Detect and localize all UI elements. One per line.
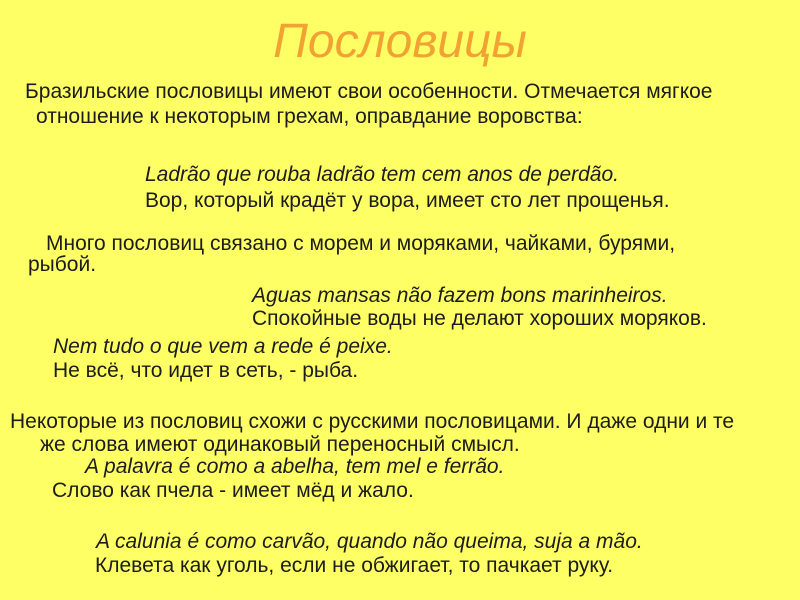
proverb-4-russian: Слово как пчела - имеет мёд и жало. [52,479,414,502]
sea-note-line-2: рыбой. [28,253,97,276]
proverb-3-russian: Не всё, что идет в сеть, - рыба. [53,359,359,382]
sea-note-line-1: Много пословиц связано с морем и моряками, чайками, бурями, [46,232,676,255]
intro-text-line-2: отношение к некоторым грехам, оправдание воровства: [36,105,583,128]
similar-note-line-2: же слова имеют одинаковый переносный смысл. [40,433,520,456]
proverb-5-portuguese: A calunia é como carvão, quando não queima, suja a mão. [96,530,643,553]
proverb-2-russian: Спокойные воды не делают хороших моряков. [252,307,707,330]
proverb-3-portuguese: Nem tudo o que vem a rede é peixe. [53,335,393,358]
similar-note-line-1: Некоторые из пословиц схожи с русскими пословицами. И даже одни и те [10,410,735,433]
intro-text-line-1: Бразильские пословицы имеют свои особенности. Отмечается мягкое [25,80,713,103]
proverb-1-russian: Вор, который крадёт у вора, имеет сто лет прощенья. [145,189,670,212]
proverb-5-russian: Клевета как уголь, если не обжигает, то пачкает руку. [95,554,614,577]
proverb-1-portuguese: Ladrão que rouba ladrão tem cem anos de perdão. [145,163,619,186]
slide-title: Пословицы [273,15,527,68]
proverb-2-portuguese: Aguas mansas não fazem bons marinheiros. [252,284,668,307]
proverb-4-portuguese: A palavra é como a abelha, tem mel e ferrão. [85,455,505,478]
